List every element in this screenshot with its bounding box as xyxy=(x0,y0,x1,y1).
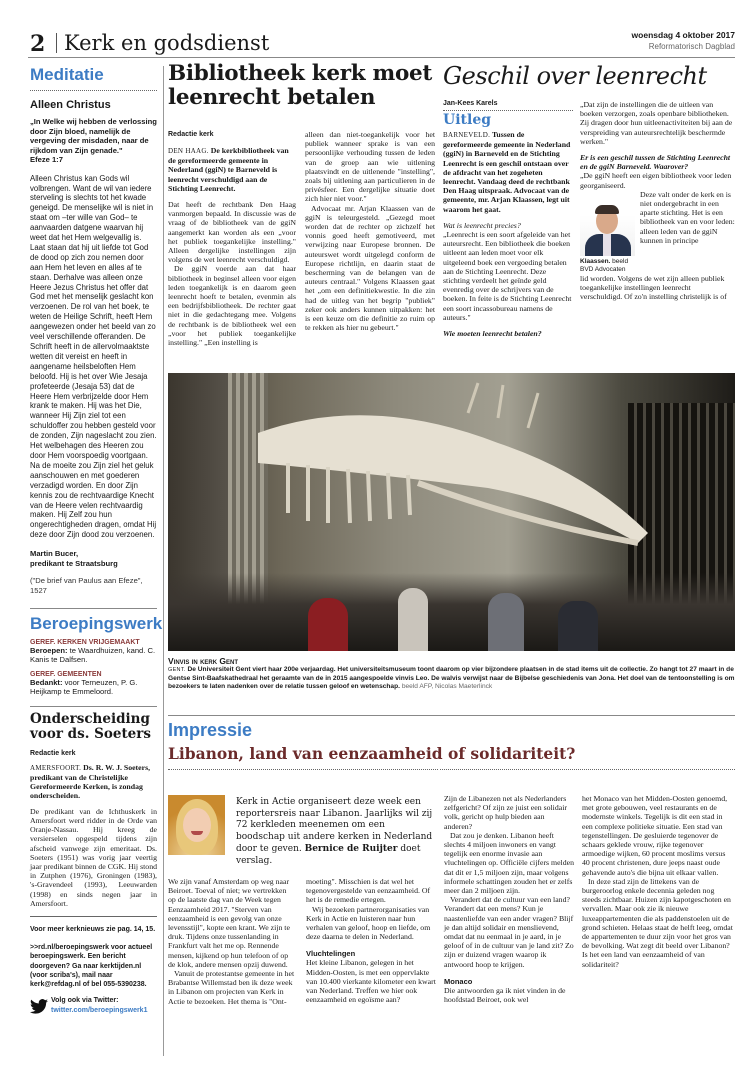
paragraph: Dat zou je denken. Libanon heeft slechts 4 miljoen inwoners en vangt tegelijk een enorme invasie aan vluchtelingen op. Officiële cijfers melden dat dit er 1,5 miljoen zijn, maar volgens informele schattingen zouden het er zelfs meer dan 2 miljoen zijn. xyxy=(444,830,574,896)
author-photo xyxy=(168,795,225,855)
intro-end: doet verslag. xyxy=(236,843,421,866)
meditatie-ref: Efeze 1:7 xyxy=(30,155,63,164)
paragraph: Zijn de Libanezen net als Nederlanders zelfgericht? Of zijn ze juist een solidair volk, gericht op hulp bieden aan anderen? xyxy=(444,794,567,831)
church-name: GEREF. GEMEENTEN xyxy=(30,670,102,678)
question: Wat is leenrecht precies? xyxy=(443,220,521,230)
paragraph: Dat heeft de rechtbank Den Haag vanmorgen bepaald. In discussie was de vraag of de bibliotheek van de ggiN aangemerkt kan worden als een „voor het publiek toegankelijke instelling." Alleen dergelijke instellingen zijn volgens de wet leenrecht verschuldigd. xyxy=(168,200,296,265)
answer: Deze valt onder de kerk en is niet ondergebracht in een aparte stichting. Het is een bibliotheek van en voor leden: alleen leden van de ggiN kunnen in principe xyxy=(640,189,735,245)
rule xyxy=(168,769,438,770)
rule xyxy=(30,916,157,917)
lead-text: Ds. R. W. J. Soeters, predikant van de Christelijke Gereformeerde Kerken, is zondag onderscheiden. xyxy=(30,762,151,801)
beroepingswerk-title: Beroepingswerk xyxy=(30,613,163,633)
intro-text: Kerk in Actie organiseert deze week een reportersreis naar Libanon. Jaarlijks wil zij 72 kerkleden meenemen om een boodschap uit andere kerken in Nederland door te geven. xyxy=(236,797,433,854)
answer: lid worden. Volgens de wet zijn alleen publiek toegankelijke instellingen leenrecht verschuldigd. Of zo'n instelling christelijk is of xyxy=(580,273,727,302)
byline: Jan-Kees Karels xyxy=(443,100,573,111)
geschil-lead xyxy=(443,130,573,214)
paragraph: In deze stad zijn de littekens van de burgeroorlog enkele decennia geleden nog steeds zichtbaar. Huizen zijn kapotgeschoten en vervallen. Maar ook zie ik nieuwe luxeappartementen die als paddenstoelen uit de grond schieten. Helaas staat de helft leeg, omdat de appartementen te duur zijn voor het gros van de bevolking. Wat zegt dit beeld over Libanon? Is het een land van eenzaamheid of van solidariteit? xyxy=(582,876,733,969)
rule xyxy=(440,769,735,770)
paragraph: We zijn vanaf Amsterdam op weg naar Beiroet. Toeval of niet; we vertrekken op de laatste dag van de Week tegen Eenzaamheid 2017. "Sterven van eenzaamheid is een gevolg van onze levensstijl", kopte een krant. We zijn te druk. Tijdens onze tussenlanding in Frankfurt valt het me op. Rennende mensen, kijkend op hun telefoon of op de klok, andere mensen opzij duwend. xyxy=(168,877,290,969)
meditatie-author-role: predikant te Straatsburg xyxy=(30,558,118,568)
paragraph: Wij bezoeken partnerorganisaties van Kerk in Actie en luisteren naar hun verhalen van geloof, hoop en liefde, om deze daarna te delen in Nederland. xyxy=(306,904,431,942)
lead-text: Tussen de gereformeerde gemeente in Nederland (ggiN) in Barneveld en de Stichting Leenrecht is een geschil ontstaan over de afdracht van het zogeheten leenrecht. Vandaag deed de rechtbank Den Haag uitspraak. Advocaat van de gemeente, mr. Arjan Klaassen, legt uit waarom het gaat. xyxy=(443,130,571,214)
page-number: 2 xyxy=(30,31,46,57)
caption-text: De Universiteit Gent viert haar 200e verjaardag. Het universiteitsmuseum toont daarom op vier bijzondere plaatsen in de stad items uit de collectie. Zo hangt tot 27 maart in de Gentse Sint-Baafskathedraal het geraamte van de in 2015 aangespoelde vinvis Leo. De walvis verwijst naar de Bijbelse geschiedenis van Jona. Het doel van de tentoonstelling is om bezoekers te laten nadenken over de relatie tussen geloof en wetenschap. xyxy=(168,666,735,691)
section-title: Kerk en godsdienst xyxy=(64,31,270,55)
bibliotheek-headline: Bibliotheek kerk moet leenrecht betalen xyxy=(168,61,433,110)
paper-name: Reformatorisch Dagblad xyxy=(648,42,735,51)
photo-caption xyxy=(168,656,735,692)
subheading: Vluchtelingen xyxy=(306,949,356,959)
left-column xyxy=(30,65,163,1019)
answer: „Leenrecht is een soort afgeleide van het auteursrecht. Een bibliotheek die boeken uitleent aan leden moet voor elk uitgeleend boek een vergoeding betalen aan de Stichting Leenrecht. Deze stichting verdeelt het geïnde geld evenredig over de schrijvers van de boeken. In feite is de Stichting Leenrecht een soort incassobureau namens de auteurs." xyxy=(443,230,572,322)
dateline: AMERSFOORT. xyxy=(30,763,82,772)
rule xyxy=(30,706,157,707)
meditatie-body: Alleen Christus kan Gods wil volbrengen. Want de wil van iedere sterveling is slechts tot het kwade geneigd. De menselijke wil is niet in staat om –ter wille van God– te aanvaarden datgene waarvan hij weet dat het Hem welgevallig is. Laat staan dat hij uit liefde tot God de dood op zich zou nemen door aan Hem het leven en alles af te staan. Derhalve was alleen onze Heere Jezus Christus het offer dat God met het menselijk geslacht kon verzoenen. De rol van het boek, te weten de Heilige Schrift, heeft Hem aangewezen onder het beeld van zo veel verschillende offeranden. De Schrift heeft in de allervolmaaktste wetten dit vereist en heeft in aangename heilsbeloften Hem beloofd. Hij is het over Wie Jesaja profeteerde (Jesaja 53) dat de Heere Hem verbrijzelde door Hem krank te maken. Hij was het Die, wanneer Hij Zijn ziel tot een schuldoffer zou hebben gesteld voor de zonden, Zijn nageslacht zou zien. Het welbehagen des Heeren zou door Hem voorspoedig voortgaan. Na de moeite zou Zijn ziel het geluk aanschouwen en met goederen verzadigd worden. En door Zijn kennis zou de rechtvaardige Knecht van de Heere velen rechtvaardig maken. Hij Zelf zou hun ongerechtigheden dragen, omdat Hij deze door Zijn dood zou verzoenen. xyxy=(30,173,157,540)
dateline: DEN HAAG. xyxy=(168,147,209,155)
paragraph: alleen dan niet-toegankelijk voor het publiek wanneer sprake is van een persoonlijke verhouding tussen de leden van de groep aan wie uitlening plaatsvindt en de uitlenende "instelling", zoals bij uitlening aan particulieren in de privésfeer. Een dergelijke situatie doet zich hier niet voor." xyxy=(305,130,435,204)
crowd xyxy=(168,573,735,651)
divider xyxy=(56,33,57,53)
dateline: BARNEVELD. xyxy=(443,131,491,139)
uitleg-kicker: Uitleg xyxy=(443,112,492,128)
paragraph: het Monaco van het Midden-Oosten genoemd, met grote gebouwen, veel restaurants en de modernste winkels. Tegelijk is dit een stad in een complexe politieke situatie. Een stad van tegenstellingen. De gesluierde tegenover de schaars geklede vrouw, rijke tegenover armoedige wijken, 60 procent moslims versus 40 procent christenen, dure jeeps naast oude gehavende auto's die bijna uit elkaar vallen. xyxy=(582,794,728,877)
onderscheiding-lead xyxy=(30,763,157,801)
onderscheiding-title: Onderscheiding voor ds. Soeters xyxy=(30,710,151,742)
caption-title: Vinvis in kerk Gent xyxy=(168,656,239,666)
paragraph: Verandert dat de cultuur van een land? Verandert dat een mens? Kun je naastenliefde van een ander vragen? Blijf je dan altijd solidair en menslievend, omdat dat nu eenmaal in je aard, in je geloof of in de cultuur van je land zit? Zo zijn er duizend vragen waarop ik antwoord hoop te krijgen. xyxy=(444,895,574,969)
lead-text: De kerkbibliotheek van de gereformeerde gemeente in Nederland (ggiN) te Barneveld is leenrecht verschuldigd aan de Stichting Leenrecht. xyxy=(168,146,289,193)
photo-name: Klaassen. xyxy=(580,257,611,265)
photo-credit: beeld BVD Advocaten xyxy=(580,257,629,273)
answer: „Dat zijn de instellingen die de uitleen van boeken verzorgen, zoals openbare bibliotheken. Zij dragen door hun uitleenactiviteiten bij aan de verspreiding van auteursrechtelijk beschermde werken." xyxy=(580,100,733,146)
paragraph: De ggiN voerde aan dat haar bibliotheek in beginsel alleen voor eigen leden toegankelijk is en daarom geen leenrecht hoeft te betalen, evenmin als een bedrijfsbibliotheek. De rechter gaat niet in die gedachtegang mee. Volgens de rechtbank is de bibliotheek wel een „voor het publiek toegankelijke instelling." „Een instelling is xyxy=(168,264,296,348)
author-name: Bernice de Ruijter xyxy=(304,843,398,854)
paragraph: Advocaat mr. Arjan Klaassen van de ggiN is teleurgesteld. „Gezegd moet worden dat de rechter op zichzelf het vonnis goed heeft gemotiveerd, met verwijzing naar Europese bronnen. De auteurswet wordt uitgelegd conform de Europese richtlijn, en daarin staat de bescherming van de belangen van de auteurs centraal." Volgens Klaassen gaat het „om een definitiekwestie. In die zin had de uitleg van het begrip "publiek" zeker ook anders kunnen uitpakken: het is een keuze om die definitie zo ruim op te rekken als hier nu gebeurt." xyxy=(305,203,435,333)
paragraph: Vanuit de protestantse gemeente in het Brabantse Willemstad ben ik deze week in Libanon om projecten van Kerk in Actie te bezoeken. Het thema is "Ont- xyxy=(168,969,295,1006)
status-text: te Waardhuizen, kand. C. Kanis te Dalfsen. xyxy=(30,645,156,665)
dateline: GENT. xyxy=(168,667,186,673)
answer: „De ggiN heeft een eigen bibliotheek voor leden georganiseerd. xyxy=(580,171,732,190)
question: Wie moeten leenrecht betalen? xyxy=(443,329,542,339)
contact-info: >>rd.nl/beroepingswerk voor actueel beroepingswerk. Een bericht doorgeven? Ga naar kerktijden.nl (voor scriba's), mail naar kerk@refdag.nl of bel 055-5390238. xyxy=(30,943,153,989)
twitter-label: Volg ook via Twitter: xyxy=(51,997,119,1005)
question: Er is een geschil tussen de Stichting Leenrecht en de ggiN Barneveld. Waarover? xyxy=(580,153,731,172)
byline: Redactie kerk xyxy=(30,749,76,757)
geschil-headline: Geschil over leenrecht xyxy=(443,62,707,90)
meditatie-source: ("De brief van Paulus aan Efeze", 1527 xyxy=(30,576,143,595)
beroepingswerk-item xyxy=(30,671,157,697)
impressie-headline: Libanon, land van eenzaamheid of solidariteit? xyxy=(168,744,576,763)
meditatie-author: Martin Bucer, xyxy=(30,549,79,559)
meditatie-kicker: Meditatie xyxy=(30,65,157,91)
impressie-intro xyxy=(236,797,436,867)
paragraph: Het kleine Libanon, gelegen in het Midden-Oosten, is met een oppervlakte van 10.400 vierkante kilometer een kwart van Nederland. Treffen we hier ook eenzaamheid en egoïsme aan? xyxy=(306,958,436,1005)
klaassen-photo xyxy=(580,198,635,256)
bibliotheek-lead xyxy=(168,146,296,193)
whale-photo xyxy=(168,373,735,651)
photo-credit: beeld AFP, Nicolas Maeterlinck xyxy=(401,683,493,691)
impressie-kicker: Impressie xyxy=(168,720,253,740)
twitter-link[interactable]: twitter.com/beroepingswerk1 xyxy=(51,1007,148,1015)
twitter-block[interactable] xyxy=(30,997,157,1019)
date: woensdag 4 oktober 2017 xyxy=(631,30,735,40)
more-news: Voor meer kerknieuws zie pag. 14, 15. xyxy=(30,925,156,933)
byline: Redactie kerk xyxy=(168,131,214,138)
church-name: GEREF. KERKEN VRIJGEMAAKT xyxy=(30,638,140,646)
rule xyxy=(30,608,157,609)
paragraph: moeting". Misschien is dat wel het tegenovergestelde van eenzaamheid. Of het is de remedie ertegen. xyxy=(306,877,431,905)
twitter-bird-icon xyxy=(30,999,48,1014)
beroepingswerk-item xyxy=(30,639,157,665)
rule xyxy=(168,715,735,716)
status-text: voor Terneuzen, P. G. Heijkamp te Emmeloord. xyxy=(30,677,138,697)
meditatie-quote: „In Welke wij hebben de verlossing door Zijn bloed, namelijk de vergeving der misdaden, naar de rijkdom van Zijn genade." xyxy=(30,117,157,155)
subheading: Monaco xyxy=(444,976,473,986)
onderscheiding-body: De predikant van de Ichthuskerk in Amersfoort werd ridder in de Orde van Oranje-Nassau. Hij kreeg de versierselen opgespeld tijdens zijn afscheid vanwege zijn emeritaat. Ds. Soeters (1951) was vorig jaar veertig jaar predikant binnen de CGK. Hij stond in Zutphen (1976), Groningen (1983), 's-Gravendeel (1993), Leeuwarden (1998) en sinds negen jaar in Amersfoort. xyxy=(30,806,157,908)
column-rule xyxy=(163,66,164,1056)
page-header xyxy=(28,28,735,58)
status-label: Bedankt: xyxy=(30,677,63,687)
status-label: Beroepen: xyxy=(30,645,68,655)
meditatie-title: Alleen Christus xyxy=(30,99,111,111)
paragraph: Die antwoorden ga ik niet vinden in de hoofdstad Beiroet, ook wel xyxy=(444,985,566,1005)
